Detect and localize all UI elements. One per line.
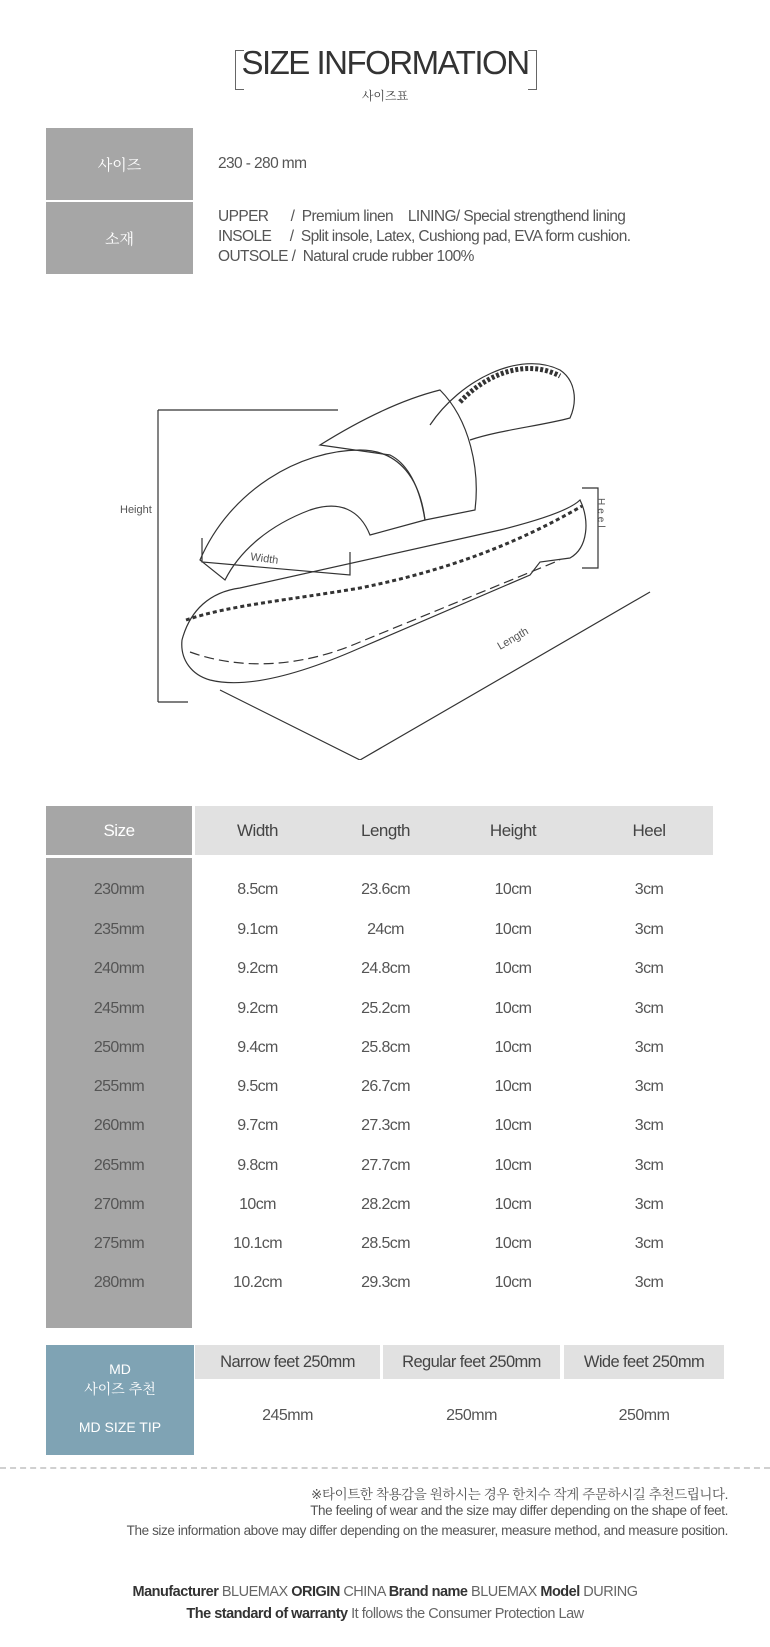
footer-product-info [0, 1584, 770, 1600]
sandal-cross-strap [320, 390, 476, 520]
width-cell: 10cm [239, 1195, 276, 1213]
note-feeling-of-wear: The feeling of wear and the size may differ depending on the shape of feet. [310, 1503, 728, 1518]
note-measurement-difference: The size information above may differ depending on the measurer, measure method, and measure position. [126, 1523, 728, 1538]
sandal-measurement-illustration [120, 330, 660, 760]
origin-label: ORIGIN [291, 1584, 340, 1600]
size-cell: 265mm [93, 1156, 145, 1174]
table-row [0, 1066, 770, 1107]
size-cell: 250mm [93, 1038, 145, 1056]
height-cell: 10cm [494, 959, 532, 977]
table-row [0, 1105, 770, 1146]
dashed-divider [0, 1467, 770, 1469]
table-row [0, 988, 770, 1029]
table-row [0, 1027, 770, 1068]
width-cell: 9.4cm [237, 1038, 278, 1056]
material-line-upper: UPPER / Premium linen LINING/ Special strengthend lining [218, 208, 626, 225]
heel-cell: 3cm [634, 1234, 664, 1252]
md-size-tip-label [46, 1345, 194, 1455]
heel-cell: 3cm [634, 1116, 664, 1134]
title-block [0, 36, 770, 106]
size-range-label: 사이즈 [46, 128, 193, 200]
width-cell: 9.2cm [237, 999, 278, 1017]
manufacturer-label: Manufacturer [132, 1584, 219, 1600]
material-line-outsole: OUTSOLE / Natural crude rubber 100% [218, 248, 474, 265]
size-range-value: 230 - 280 mm [218, 155, 307, 172]
height-cell: 10cm [494, 1077, 532, 1095]
manufacturer-value: BLUEMAX [221, 1584, 288, 1600]
height-cell: 10cm [494, 920, 532, 938]
size-cell: 230mm [93, 880, 145, 898]
narrow-feet-value: 245mm [262, 1407, 313, 1424]
size-cell: 235mm [93, 920, 145, 938]
wide-feet-value: 250mm [618, 1407, 670, 1424]
md-size-recommend-label: 사이즈 추천 [84, 1381, 156, 1397]
length-cell: 24.8cm [361, 959, 410, 977]
heel-label: Heel [595, 498, 606, 531]
brand-name-value: BLUEMAX [471, 1584, 537, 1600]
heel-column-header: Heel [632, 820, 666, 840]
model-label: Model [540, 1584, 580, 1600]
height-label: Height [120, 504, 152, 516]
regular-feet-value: 250mm [446, 1407, 497, 1424]
model-value: DURING [583, 1584, 638, 1600]
length-cell: 27.3cm [361, 1116, 410, 1134]
width-cell: 9.7cm [237, 1116, 278, 1134]
width-cell: 9.1cm [237, 920, 278, 938]
table-row [0, 948, 770, 989]
origin-value: CHINA [343, 1584, 386, 1600]
sandal-sole [182, 500, 586, 683]
heel-cell: 3cm [634, 1273, 664, 1291]
size-cell: 245mm [93, 999, 145, 1017]
length-cell: 23.6cm [361, 880, 410, 898]
height-cell: 10cm [494, 1116, 532, 1134]
heel-cell: 3cm [634, 920, 664, 938]
length-cell: 28.5cm [361, 1234, 410, 1252]
length-cell: 29.3cm [361, 1273, 410, 1291]
heel-cell: 3cm [634, 999, 664, 1017]
regular-feet-header: Regular feet 250mm [383, 1345, 560, 1379]
md-label: MD [109, 1361, 131, 1377]
size-cell: 280mm [93, 1273, 145, 1291]
page-subtitle: 사이즈표 [361, 89, 409, 103]
brand-name-label: Brand name [388, 1584, 468, 1600]
width-label: Width [249, 551, 280, 567]
page-title: SIZE INFORMATION [241, 44, 529, 81]
height-cell: 10cm [494, 999, 532, 1017]
length-cell: 25.2cm [361, 999, 410, 1017]
size-column-header: Size [46, 806, 192, 855]
length-cell: 25.8cm [361, 1038, 410, 1056]
width-cell: 10.2cm [233, 1273, 282, 1291]
width-cell: 9.2cm [237, 959, 278, 977]
size-cell: 255mm [93, 1077, 145, 1095]
warranty-label: The standard of warranty [186, 1606, 348, 1622]
width-cell: 9.8cm [237, 1156, 278, 1174]
height-cell: 10cm [494, 1273, 532, 1291]
size-cell: 270mm [93, 1195, 145, 1213]
width-column-header: Width [237, 820, 278, 840]
material-line-insole: INSOLE / Split insole, Latex, Cushiong pad, EVA form cushion. [218, 228, 631, 245]
table-row [0, 869, 770, 910]
height-cell: 10cm [494, 1234, 532, 1252]
narrow-feet-header: Narrow feet 250mm [195, 1345, 380, 1379]
table-row [0, 909, 770, 950]
height-cell: 10cm [494, 1195, 532, 1213]
sandal-front-strap [200, 450, 425, 580]
table-row [0, 1184, 770, 1225]
size-cell: 240mm [93, 959, 145, 977]
heel-cell: 3cm [634, 1077, 664, 1095]
heel-cell: 3cm [634, 1195, 664, 1213]
heel-cell: 3cm [634, 1038, 664, 1056]
warranty-value: It follows the Consumer Protection Law [351, 1606, 584, 1622]
size-cell: 260mm [93, 1116, 145, 1134]
width-cell: 8.5cm [237, 880, 278, 898]
height-cell: 10cm [494, 1156, 532, 1174]
heel-cell: 3cm [634, 1156, 664, 1174]
table-row [0, 1223, 770, 1264]
table-row [0, 1262, 770, 1303]
heel-cell: 3cm [634, 880, 664, 898]
height-cell: 10cm [494, 1038, 532, 1056]
table-row [0, 1145, 770, 1186]
length-cell: 27.7cm [361, 1156, 410, 1174]
note-korean: ※타이트한 착용감을 원하시는 경우 한치수 작게 주문하시길 추천드립니다. [311, 1487, 728, 1502]
length-column-header: Length [361, 820, 410, 840]
length-cell: 28.2cm [361, 1195, 410, 1213]
length-cell: 24cm [367, 920, 404, 938]
height-cell: 10cm [494, 880, 532, 898]
heel-cell: 3cm [634, 959, 664, 977]
length-cell: 26.7cm [361, 1077, 410, 1095]
size-cell: 275mm [93, 1234, 145, 1252]
md-size-tip-text: MD SIZE TIP [78, 1419, 162, 1435]
wide-feet-header: Wide feet 250mm [564, 1345, 724, 1379]
width-cell: 10.1cm [233, 1234, 282, 1252]
length-guide-line [220, 592, 650, 760]
material-label: 소재 [46, 202, 193, 274]
footer-warranty [0, 1606, 770, 1622]
length-label: Length [495, 625, 531, 653]
width-cell: 9.5cm [237, 1077, 278, 1095]
height-column-header: Height [489, 820, 537, 840]
